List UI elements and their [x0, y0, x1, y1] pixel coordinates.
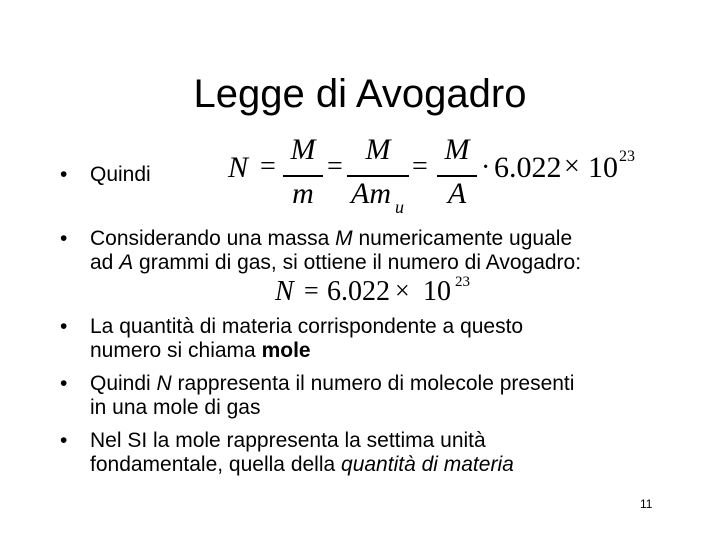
- formula-equals: =: [260, 151, 276, 182]
- formula-base: 10: [423, 276, 451, 307]
- frac1-denominator: m: [292, 177, 314, 210]
- bullet-text: rappresenta il numero di molecole presenti: [171, 372, 575, 395]
- frac3-numerator: M: [444, 133, 470, 166]
- bullet-text: Quindi: [90, 163, 151, 186]
- frac2-denominator-subscript: u: [395, 197, 404, 217]
- formula-times: ×: [564, 151, 580, 182]
- page-number: 11: [640, 497, 653, 511]
- bullet-text: Quindi: [90, 372, 157, 395]
- variable-m: M: [335, 227, 353, 250]
- bullet-dot: •: [60, 315, 68, 338]
- formula-n: N: [228, 151, 249, 184]
- bullet-dot: •: [60, 429, 68, 452]
- formula-cdot: ·: [481, 152, 491, 183]
- bullet-dot: •: [60, 227, 68, 250]
- bullet-text: in una mole di gas: [90, 396, 261, 419]
- bullet-text: ad: [90, 251, 120, 274]
- frac1-numerator: M: [290, 133, 316, 166]
- bullet-text: fondamentale, quella della: [90, 453, 342, 476]
- formula-mantissa: 6.022: [327, 276, 390, 307]
- bullet-text: La quantità di materia corrispondente a questo: [90, 315, 524, 338]
- slide-title: Legge di Avogadro: [193, 72, 527, 116]
- variable-a: A: [119, 251, 134, 274]
- bullet-text: numericamente uguale: [352, 227, 573, 250]
- bullet-dot: •: [60, 163, 68, 186]
- frac2-denominator: Am: [351, 177, 391, 210]
- formula-exponent: 23: [455, 274, 470, 290]
- bullet-dot: •: [60, 372, 68, 395]
- formula-exponent: 23: [619, 148, 635, 165]
- formula-times: ×: [395, 276, 410, 305]
- bullet-text: Nel SI la mole rappresenta la settima unità: [90, 429, 486, 452]
- formula-equals: =: [304, 276, 319, 305]
- formula-equals: =: [412, 151, 428, 182]
- formula-mantissa: 6.022: [494, 151, 562, 184]
- variable-n: N: [156, 372, 172, 395]
- bullet-text: Considerando una massa: [90, 227, 336, 250]
- frac2-numerator: M: [365, 133, 391, 166]
- formula-base: 10: [588, 151, 618, 184]
- bullet-text: numero si chiama: [90, 339, 262, 362]
- formula-n: N: [275, 276, 294, 307]
- frac3-denominator: A: [447, 177, 467, 210]
- bold-term: mole: [261, 339, 311, 362]
- italic-term: quantità di materia: [341, 453, 514, 476]
- bullet-text: grammi di gas, si ottiene il numero di Avogadro:: [133, 251, 582, 274]
- formula-equals: =: [327, 151, 343, 182]
